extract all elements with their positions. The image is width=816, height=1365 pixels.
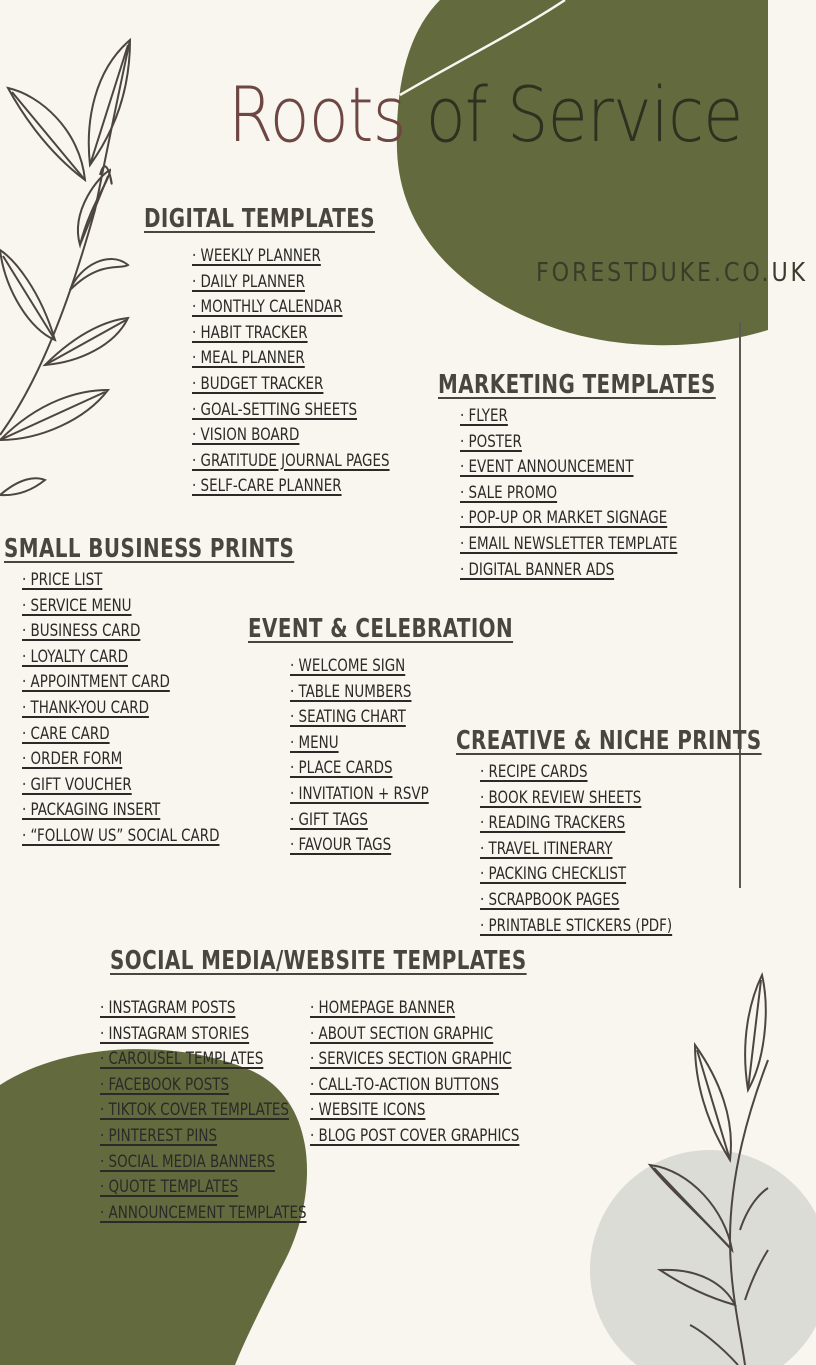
list-item: · PRICE LIST — [22, 570, 103, 590]
list-item: · PRINTABLE STICKERS (PDF) — [480, 915, 673, 936]
list-item: · CAROUSEL TEMPLATES — [100, 1049, 264, 1070]
list-item: · RECIPE CARDS — [480, 762, 588, 782]
list-item: · TABLE NUMBERS — [290, 681, 412, 702]
list-item: · INSTAGRAM STORIES — [100, 1023, 250, 1044]
list-item: · TIKTOK COVER TEMPLATES — [100, 1100, 289, 1121]
section-digital-templates — [144, 204, 416, 500]
list-item: · SEATING CHART — [290, 707, 406, 728]
title-part-of-service: of Service — [425, 70, 743, 159]
list-item: · GIFT TAGS — [290, 809, 368, 830]
list-item: · SCRAPBOOK PAGES — [480, 889, 620, 910]
section-marketing-templates — [438, 370, 765, 583]
list-item: · INVITATION + RSVP — [290, 783, 429, 804]
list-item: · PACKING CHECKLIST — [480, 864, 627, 885]
list-item: · WELCOME SIGN — [290, 656, 406, 676]
list-item: · SELF-CARE PLANNER — [192, 476, 342, 497]
list-item: · BUDGET TRACKER — [192, 373, 324, 394]
list-item: · POP-UP OR MARKET SIGNAGE — [460, 508, 668, 529]
list-item: · PACKAGING INSERT — [22, 800, 161, 821]
list-item: · PLACE CARDS — [290, 758, 393, 779]
list-item: · THANK-YOU CARD — [22, 697, 149, 718]
list-item: · READING TRACKERS — [480, 813, 626, 834]
list-item: · DIGITAL BANNER ADS — [460, 559, 615, 580]
list-item: · GRATITUDE JOURNAL PAGES — [192, 450, 390, 471]
list-item: · FACEBOOK POSTS — [100, 1074, 230, 1095]
list-item: · INSTAGRAM POSTS — [100, 998, 236, 1018]
list-item: · “FOLLOW US” SOCIAL CARD — [22, 825, 220, 846]
list-item: · BUSINESS CARD — [22, 621, 141, 642]
list-item: · LOYALTY CARD — [22, 646, 129, 667]
list-item: · CARE CARD — [22, 723, 110, 744]
list-item: · EVENT ANNOUNCEMENT — [460, 457, 634, 478]
list-item: · FLYER — [460, 406, 508, 426]
list-item: · QUOTE TEMPLATES — [100, 1177, 239, 1198]
list-item: · ANNOUNCEMENT TEMPLATES — [100, 1202, 307, 1223]
list-item: · SOCIAL MEDIA BANNERS — [100, 1151, 275, 1172]
list-item: · WEEKLY PLANNER — [192, 246, 321, 266]
list-item: · MEAL PLANNER — [192, 348, 305, 369]
list-item: · HOMEPAGE BANNER — [310, 998, 456, 1018]
list-item: · FAVOUR TAGS — [290, 835, 392, 856]
section-title: CREATIVE & NICHE PRINTS — [456, 726, 762, 756]
creative-niche-prints-list — [480, 760, 816, 939]
title-part-roots: Roots — [228, 70, 406, 159]
list-item: · CALL-TO-ACTION BUTTONS — [310, 1074, 500, 1095]
section-title: DIGITAL TEMPLATES — [144, 204, 375, 234]
website-templates-list — [310, 996, 548, 1150]
list-item: · MENU — [290, 732, 339, 753]
section-social-website-templates — [110, 946, 600, 976]
list-item: · MONTHLY CALENDAR — [192, 297, 343, 318]
page-title — [228, 70, 743, 190]
list-item: · SALE PROMO — [460, 482, 558, 503]
list-item: · HABIT TRACKER — [192, 322, 308, 343]
list-item: · ABOUT SECTION GRAPHIC — [310, 1023, 494, 1044]
list-item: · DAILY PLANNER — [192, 271, 305, 292]
list-item: · WEBSITE ICONS — [310, 1100, 426, 1121]
section-creative-niche-prints — [456, 726, 816, 939]
section-title: SMALL BUSINESS PRINTS — [4, 534, 295, 564]
list-item: · SERVICES SECTION GRAPHIC — [310, 1049, 512, 1070]
list-item: · BLOG POST COVER GRAPHICS — [310, 1125, 520, 1146]
list-item: · PINTEREST PINS — [100, 1125, 218, 1146]
list-item: · BOOK REVIEW SHEETS — [480, 787, 642, 808]
list-item: · SERVICE MENU — [22, 595, 132, 616]
list-item: · POSTER — [460, 431, 522, 452]
list-item: · VISION BOARD — [192, 425, 300, 446]
leaf-branch-left-icon — [0, 40, 130, 495]
section-title: SOCIAL MEDIA/WEBSITE TEMPLATES — [110, 946, 527, 976]
website-url: FORESTDUKE.CO.UK — [536, 258, 808, 288]
list-item: · ORDER FORM — [22, 749, 123, 770]
marketing-templates-list — [460, 404, 765, 583]
list-item: · GIFT VOUCHER — [22, 774, 132, 795]
list-item: · TRAVEL ITINERARY — [480, 838, 613, 859]
list-item: · EMAIL NEWSLETTER TEMPLATE — [460, 533, 678, 554]
section-title: MARKETING TEMPLATES — [438, 370, 716, 400]
digital-templates-list — [192, 244, 416, 500]
section-title: EVENT & CELEBRATION — [248, 614, 514, 644]
social-media-list — [100, 996, 335, 1226]
list-item: · GOAL-SETTING SHEETS — [192, 399, 357, 420]
list-item: · APPOINTMENT CARD — [22, 672, 170, 693]
